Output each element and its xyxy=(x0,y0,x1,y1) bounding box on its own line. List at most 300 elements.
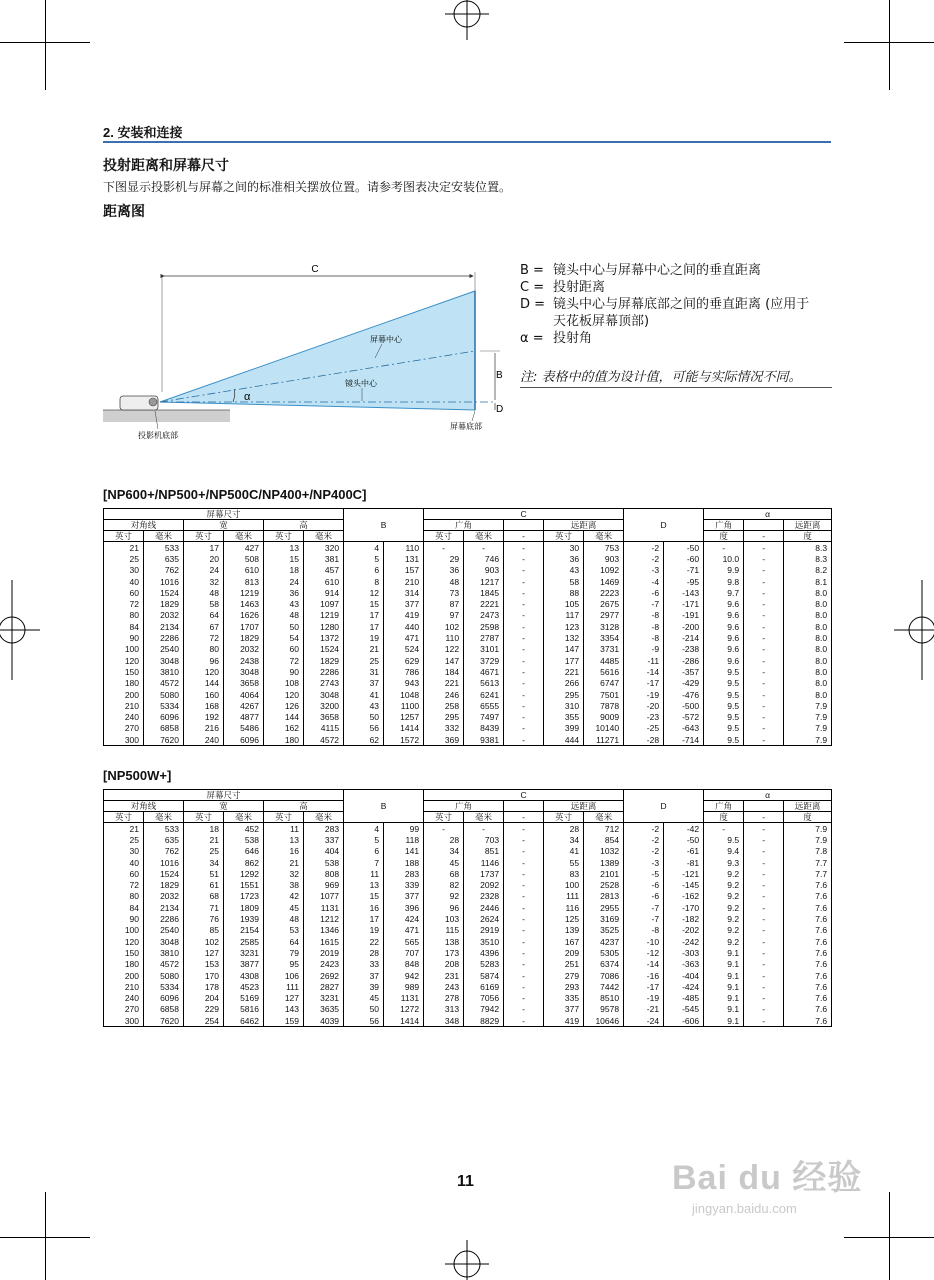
table-cell: 19 xyxy=(344,925,384,936)
table-cell: - xyxy=(744,734,784,746)
table-cell: 120 xyxy=(264,689,304,700)
table-cell: -145 xyxy=(664,879,704,890)
table-cell: 7.6 xyxy=(784,891,832,902)
table-cell: - xyxy=(744,891,784,902)
table-cell: 50 xyxy=(344,1004,384,1015)
table-cell: 36 xyxy=(264,587,304,598)
table-cell: -2 xyxy=(624,823,664,835)
table-cell: - xyxy=(744,587,784,598)
legend-key: C = xyxy=(520,280,545,295)
table-cell: 2977 xyxy=(584,610,624,621)
table-cell: 41 xyxy=(344,689,384,700)
table-cell: 610 xyxy=(224,565,264,576)
table-row xyxy=(104,553,832,564)
table-cell: -95 xyxy=(664,576,704,587)
table-cell: 48 xyxy=(264,610,304,621)
table-cell: 17 xyxy=(184,542,224,554)
table-cell: 2598 xyxy=(464,621,504,632)
table-cell: 471 xyxy=(384,925,424,936)
table-cell: 97 xyxy=(424,610,464,621)
table-cell: 60 xyxy=(104,587,144,598)
table-cell: 67 xyxy=(184,621,224,632)
table-cell: 72 xyxy=(264,655,304,666)
table-cell: - xyxy=(504,1004,544,1015)
table-cell: 7.6 xyxy=(784,1015,832,1027)
table-header-cell: 对角线 xyxy=(104,520,184,531)
table-cell: - xyxy=(744,644,784,655)
table-cell: 2423 xyxy=(304,959,344,970)
table-row xyxy=(104,700,832,711)
d-label: D xyxy=(496,404,504,415)
table-cell: 377 xyxy=(384,891,424,902)
table-header-cell: - xyxy=(504,812,544,823)
table-header-cell: - xyxy=(744,812,784,823)
table-cell: 427 xyxy=(224,542,264,554)
table-cell: 258 xyxy=(424,700,464,711)
table-cell: 8510 xyxy=(584,992,624,1003)
table-cell: -162 xyxy=(664,891,704,902)
table-cell: 786 xyxy=(384,666,424,677)
table-cell: 11271 xyxy=(584,734,624,746)
table-cell: 903 xyxy=(464,565,504,576)
table-cell: - xyxy=(504,723,544,734)
table-header-cell: 英寸 xyxy=(424,812,464,823)
table-cell: 88 xyxy=(544,587,584,598)
crop-mark xyxy=(889,1192,890,1280)
table-cell: 73 xyxy=(424,587,464,598)
table-cell: 3048 xyxy=(144,655,184,666)
table-cell: 96 xyxy=(184,655,224,666)
table-cell: 9.5 xyxy=(704,700,744,711)
table-cell: - xyxy=(504,734,544,746)
table-cell: 1292 xyxy=(224,868,264,879)
legend-text: 镜头中心与屏幕中心之间的垂直距离 xyxy=(553,263,762,278)
table-cell: 231 xyxy=(424,970,464,981)
table-cell: 746 xyxy=(464,553,504,564)
table-cell: 221 xyxy=(544,666,584,677)
table-header-cell: B xyxy=(344,509,424,542)
table-row xyxy=(104,992,832,1003)
intro-text: 下图显示投影机与屏幕之间的标准相关摆放位置。请参考图表决定安装位置。 xyxy=(103,180,512,194)
table-cell: - xyxy=(504,700,544,711)
table-cell: 1809 xyxy=(224,902,264,913)
table-cell: 3510 xyxy=(464,936,504,947)
table-cell: 7942 xyxy=(464,1004,504,1015)
table-cell: 240 xyxy=(104,711,144,722)
table-cell: -71 xyxy=(664,565,704,576)
table-cell: - xyxy=(744,700,784,711)
table-cell: 2446 xyxy=(464,902,504,913)
table-cell: 84 xyxy=(104,621,144,632)
table-cell: -6 xyxy=(624,891,664,902)
table-cell: 5874 xyxy=(464,970,504,981)
table-cell: - xyxy=(744,553,784,564)
table-header-cell: 对角线 xyxy=(104,801,184,812)
table-cell: 92 xyxy=(424,891,464,902)
table-cell: 15 xyxy=(264,553,304,564)
table-cell: 396 xyxy=(384,902,424,913)
table-cell: 1829 xyxy=(144,879,184,890)
table-row xyxy=(104,598,832,609)
table-row xyxy=(104,823,832,835)
table-cell: -12 xyxy=(624,947,664,958)
table-cell: 34 xyxy=(184,857,224,868)
table-cell: 7.9 xyxy=(784,723,832,734)
table-row xyxy=(104,666,832,677)
table-cell: 17 xyxy=(344,913,384,924)
table-cell: 83 xyxy=(544,868,584,879)
table-cell: 270 xyxy=(104,1004,144,1015)
table-cell: 9.9 xyxy=(704,565,744,576)
table-cell: 4 xyxy=(344,542,384,554)
table-cell: 9.2 xyxy=(704,925,744,936)
table-cell: 7.6 xyxy=(784,936,832,947)
table-cell: 45 xyxy=(344,992,384,1003)
table-cell: -20 xyxy=(624,700,664,711)
table-cell: 635 xyxy=(144,553,184,564)
table-cell: - xyxy=(504,542,544,554)
table-cell: - xyxy=(504,621,544,632)
table-cell: - xyxy=(504,981,544,992)
table-header-cell: 毫米 xyxy=(224,812,264,823)
table-row xyxy=(104,857,832,868)
table-header-cell: 英寸 xyxy=(184,812,224,823)
table-cell: 1048 xyxy=(384,689,424,700)
table-cell: 3231 xyxy=(304,992,344,1003)
table-cell: 2101 xyxy=(584,868,624,879)
table-header-cell: D xyxy=(624,790,704,823)
table-cell: 30 xyxy=(544,542,584,554)
table-cell: 167 xyxy=(544,936,584,947)
table-cell: 1100 xyxy=(384,700,424,711)
table-cell: -21 xyxy=(624,1004,664,1015)
table-cell: 320 xyxy=(304,542,344,554)
table-cell: 355 xyxy=(544,711,584,722)
table-cell: 4064 xyxy=(224,689,264,700)
table-cell: 7.6 xyxy=(784,1004,832,1015)
table-cell: 1092 xyxy=(584,565,624,576)
table-cell: 3810 xyxy=(144,666,184,677)
table-cell: 62 xyxy=(344,734,384,746)
table-cell: 24 xyxy=(184,565,224,576)
table-header-cell xyxy=(744,801,784,812)
table-cell: 4267 xyxy=(224,700,264,711)
table-cell: 210 xyxy=(104,981,144,992)
table-cell: - xyxy=(744,632,784,643)
legend-text: 镜头中心与屏幕底部之间的垂直距离 (应用于 xyxy=(553,297,810,312)
table-cell: 300 xyxy=(104,734,144,746)
table-cell: 7.6 xyxy=(784,981,832,992)
page-number: 11 xyxy=(457,1173,474,1190)
table-cell: 9.2 xyxy=(704,879,744,890)
registration-mark-bottom xyxy=(440,1240,494,1280)
table-header-cell: α xyxy=(704,790,832,801)
table-cell: 39 xyxy=(344,981,384,992)
table-cell: 36 xyxy=(424,565,464,576)
b-label: B xyxy=(496,370,503,381)
table-cell: 120 xyxy=(104,655,144,666)
table-row xyxy=(104,1015,832,1027)
table-cell: 270 xyxy=(104,723,144,734)
table-cell: 43 xyxy=(344,700,384,711)
table-cell: 1219 xyxy=(304,610,344,621)
table-cell: 11 xyxy=(344,868,384,879)
table-cell: 188 xyxy=(384,857,424,868)
table-cell: - xyxy=(744,598,784,609)
crop-mark xyxy=(45,0,46,90)
table-cell: 9.5 xyxy=(704,689,744,700)
table-cell: 279 xyxy=(544,970,584,981)
table-cell: 111 xyxy=(264,981,304,992)
table-cell: 122 xyxy=(424,644,464,655)
table-cell: 369 xyxy=(424,734,464,746)
table-cell: 2743 xyxy=(304,678,344,689)
table-cell: 2223 xyxy=(584,587,624,598)
table-header-cell: 毫米 xyxy=(584,812,624,823)
table-row xyxy=(104,925,832,936)
table-cell: 533 xyxy=(144,542,184,554)
table-cell: 381 xyxy=(304,553,344,564)
table-header-cell: 远距离 xyxy=(544,520,624,531)
table-cell: 1131 xyxy=(304,902,344,913)
table-cell: 2827 xyxy=(304,981,344,992)
table-cell: 4396 xyxy=(464,947,504,958)
table-cell: 18 xyxy=(264,565,304,576)
table-cell: 2286 xyxy=(144,632,184,643)
legend-key xyxy=(520,313,553,330)
table-header-cell: 度 xyxy=(704,531,744,542)
table-cell: - xyxy=(744,834,784,845)
table-cell: 8.1 xyxy=(784,576,832,587)
table-cell: 5334 xyxy=(144,981,184,992)
table-cell: 96 xyxy=(424,902,464,913)
table-cell: 2528 xyxy=(584,879,624,890)
table-cell: 100 xyxy=(104,925,144,936)
table-cell: 9.1 xyxy=(704,959,744,970)
table-cell: - xyxy=(504,610,544,621)
table-cell: 646 xyxy=(224,846,264,857)
table-cell: 178 xyxy=(184,981,224,992)
table-cell: - xyxy=(504,879,544,890)
table-cell: 6374 xyxy=(584,959,624,970)
table-cell: 2540 xyxy=(144,925,184,936)
table-cell: 8829 xyxy=(464,1015,504,1027)
table-cell: 1414 xyxy=(384,1015,424,1027)
table-cell: 180 xyxy=(264,734,304,746)
table-cell: -50 xyxy=(664,834,704,845)
table-row xyxy=(104,734,832,746)
table-cell: 3101 xyxy=(464,644,504,655)
table-cell: 108 xyxy=(264,678,304,689)
table-cell: 635 xyxy=(144,834,184,845)
table-cell: -485 xyxy=(664,992,704,1003)
table-row xyxy=(104,587,832,598)
table-cell: -11 xyxy=(624,655,664,666)
table-cell: 1829 xyxy=(304,655,344,666)
table-cell: 848 xyxy=(384,959,424,970)
table-cell: 7501 xyxy=(584,689,624,700)
table-cell: - xyxy=(504,587,544,598)
table-cell: -121 xyxy=(664,868,704,879)
table-cell: -170 xyxy=(664,902,704,913)
table-cell: 21 xyxy=(184,834,224,845)
table-cell: 7878 xyxy=(584,700,624,711)
table-cell: - xyxy=(504,1015,544,1027)
table-cell: -572 xyxy=(664,711,704,722)
table-cell: - xyxy=(744,689,784,700)
table-cell: 42 xyxy=(264,891,304,902)
legend-row xyxy=(520,262,809,279)
table-cell: - xyxy=(744,902,784,913)
table-cell: 147 xyxy=(544,644,584,655)
table-cell: 147 xyxy=(424,655,464,666)
table-cell: -238 xyxy=(664,644,704,655)
table-cell: 38 xyxy=(264,879,304,890)
table-cell: -2 xyxy=(624,834,664,845)
registration-mark-left xyxy=(0,580,40,680)
table-cell: - xyxy=(504,947,544,958)
table-cell: 2787 xyxy=(464,632,504,643)
table-cell: - xyxy=(504,936,544,947)
table-cell: 399 xyxy=(544,723,584,734)
table-cell: 1414 xyxy=(384,723,424,734)
table-row xyxy=(104,846,832,857)
table-cell: 6858 xyxy=(144,1004,184,1015)
table-row xyxy=(104,610,832,621)
table-cell: 5616 xyxy=(584,666,624,677)
table-header-cell xyxy=(744,520,784,531)
table-cell: 1217 xyxy=(464,576,504,587)
table-cell: - xyxy=(744,857,784,868)
table-cell: 60 xyxy=(264,644,304,655)
table-cell: 1829 xyxy=(144,598,184,609)
table-cell: 8.0 xyxy=(784,689,832,700)
table-cell: 7.7 xyxy=(784,868,832,879)
table-cell: 8.0 xyxy=(784,632,832,643)
table-cell: 54 xyxy=(264,632,304,643)
table-cell: 9.6 xyxy=(704,644,744,655)
table-cell: 5169 xyxy=(224,992,264,1003)
table-cell: 118 xyxy=(384,834,424,845)
table-cell: 2813 xyxy=(584,891,624,902)
table-cell: 404 xyxy=(304,846,344,857)
table-cell: 266 xyxy=(544,678,584,689)
table-cell: - xyxy=(744,610,784,621)
table-cell: 5486 xyxy=(224,723,264,734)
table-cell: -24 xyxy=(624,1015,664,1027)
table-header-cell: 高 xyxy=(264,801,344,812)
table-cell: 28 xyxy=(544,823,584,835)
table-cell: 854 xyxy=(584,834,624,845)
table-cell: 4523 xyxy=(224,981,264,992)
table-cell: 25 xyxy=(104,553,144,564)
table-cell: 9.1 xyxy=(704,1004,744,1015)
table-cell: 162 xyxy=(264,723,304,734)
table-cell: 9.1 xyxy=(704,1015,744,1027)
table-cell: 2134 xyxy=(144,902,184,913)
crop-mark xyxy=(889,0,890,90)
table-cell: 9578 xyxy=(584,1004,624,1015)
table-cell: 32 xyxy=(184,576,224,587)
table-header-cell: 宽 xyxy=(184,520,264,531)
table-cell: 184 xyxy=(424,666,464,677)
table1-title: [NP600+/NP500+/NP500C/NP400+/NP400C] xyxy=(103,487,367,502)
table-cell: 1212 xyxy=(304,913,344,924)
table-cell: 7.7 xyxy=(784,857,832,868)
table-header-cell: 英寸 xyxy=(544,812,584,823)
table-cell: - xyxy=(504,655,544,666)
table-header-cell: 广角 xyxy=(424,520,504,531)
table-cell: 2092 xyxy=(464,879,504,890)
table-cell: 45 xyxy=(264,902,304,913)
table-cell: 144 xyxy=(264,711,304,722)
table-cell: 6858 xyxy=(144,723,184,734)
table-cell: -19 xyxy=(624,689,664,700)
table-cell: - xyxy=(504,565,544,576)
table-cell: 56 xyxy=(344,723,384,734)
table-cell: - xyxy=(744,913,784,924)
table-cell: 7497 xyxy=(464,711,504,722)
table-cell: 17 xyxy=(344,621,384,632)
table-cell: 5 xyxy=(344,834,384,845)
table-cell: 170 xyxy=(184,970,224,981)
table-cell: -643 xyxy=(664,723,704,734)
table-cell: 36 xyxy=(544,553,584,564)
table-cell: - xyxy=(744,981,784,992)
table-cell: 110 xyxy=(384,542,424,554)
table-header-cell: 远距离 xyxy=(544,801,624,812)
table-cell: 251 xyxy=(544,959,584,970)
table-cell: 1077 xyxy=(304,891,344,902)
table-cell: 32 xyxy=(264,868,304,879)
table-cell: 120 xyxy=(184,666,224,677)
table-cell: 180 xyxy=(104,678,144,689)
table-header-cell: 屏幕尺寸 xyxy=(104,509,344,520)
table-header-cell: 屏幕尺寸 xyxy=(104,790,344,801)
table-cell: 13 xyxy=(264,542,304,554)
table-cell: 3635 xyxy=(304,1004,344,1015)
table-cell: 7620 xyxy=(144,734,184,746)
table-row xyxy=(104,868,832,879)
table-cell: 229 xyxy=(184,1004,224,1015)
table-cell: 25 xyxy=(184,846,224,857)
table-cell: 300 xyxy=(104,1015,144,1027)
table-cell: -6 xyxy=(624,879,664,890)
table-row xyxy=(104,542,832,554)
table-cell: - xyxy=(744,879,784,890)
table-cell: 3354 xyxy=(584,632,624,643)
table-cell: 1016 xyxy=(144,576,184,587)
table-cell: 7 xyxy=(344,857,384,868)
table-cell: - xyxy=(744,868,784,879)
table-cell: -242 xyxy=(664,936,704,947)
table-cell: 8.0 xyxy=(784,598,832,609)
table-cell: 41 xyxy=(544,846,584,857)
table-cell: 538 xyxy=(224,834,264,845)
table-cell: 9.2 xyxy=(704,868,744,879)
table-cell: 1272 xyxy=(384,1004,424,1015)
table-cell: 150 xyxy=(104,947,144,958)
alpha-label: α xyxy=(244,391,251,403)
table-cell: - xyxy=(424,823,464,835)
table-cell: 9.2 xyxy=(704,936,744,947)
table-cell: 37 xyxy=(344,678,384,689)
table-cell: - xyxy=(744,846,784,857)
table-cell: 332 xyxy=(424,723,464,734)
table-cell: 84 xyxy=(104,902,144,913)
table-cell: 200 xyxy=(104,689,144,700)
table-cell: 9.2 xyxy=(704,891,744,902)
